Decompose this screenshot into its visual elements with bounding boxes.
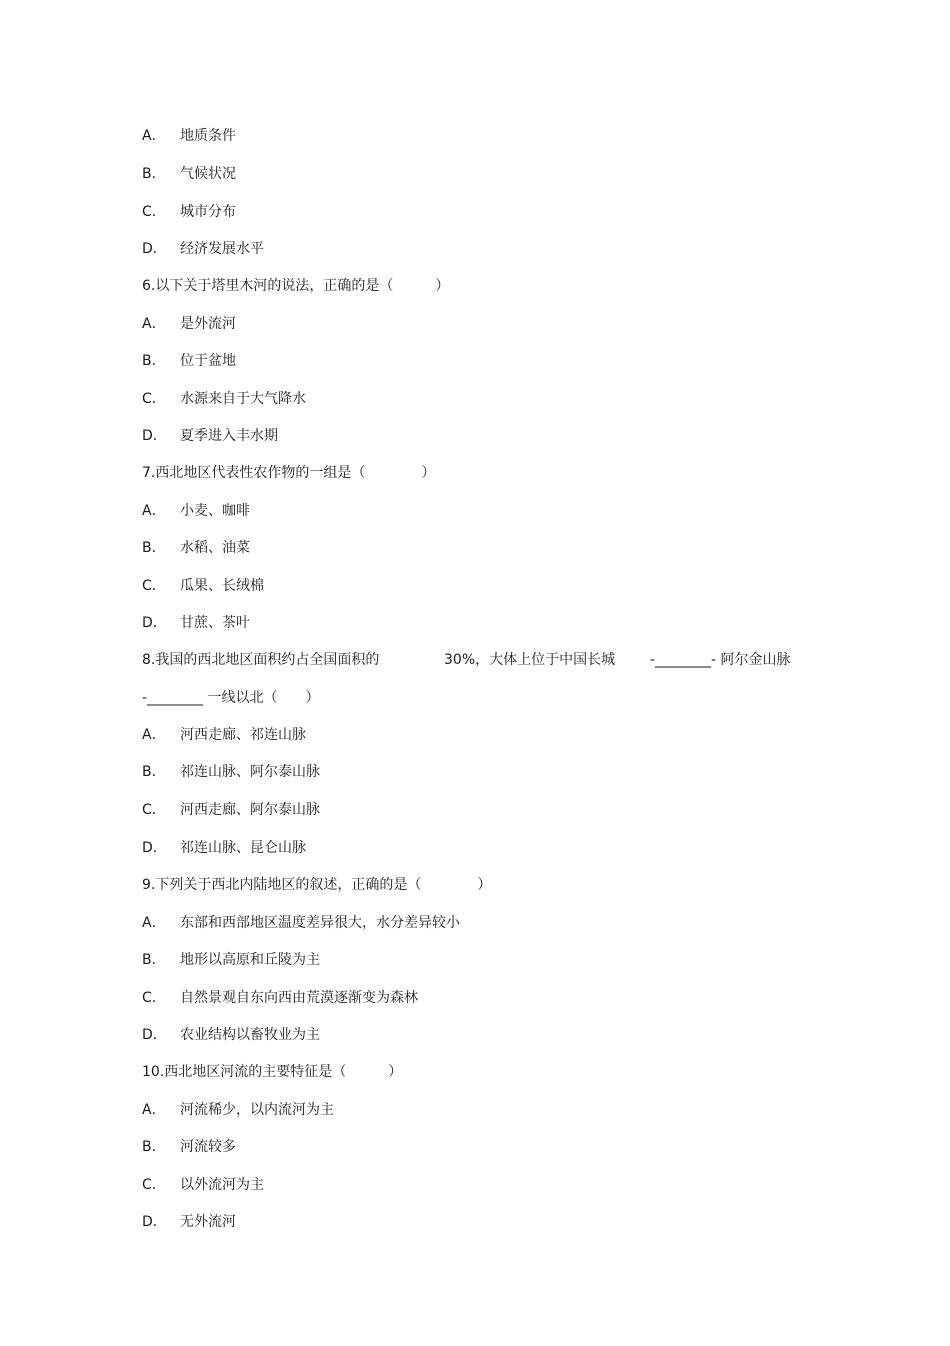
- q7-stem: 7.西北地区代表性农作物的一组是（ ）: [142, 465, 436, 481]
- option-letter: C．: [142, 802, 166, 818]
- option-text: 农业结构以畜牧业为主: [180, 1027, 320, 1043]
- q8-stem-line2: -________ 一线以北（ ）: [142, 690, 320, 706]
- option-letter: B．: [142, 1139, 166, 1155]
- option-text: 以外流河为主: [180, 1177, 264, 1193]
- option-letter: C．: [142, 1177, 166, 1193]
- option-letter: B．: [142, 764, 166, 780]
- option-letter: D．: [142, 428, 167, 444]
- option-letter: C．: [142, 990, 166, 1006]
- option-text: 祁连山脉、阿尔泰山脉: [180, 764, 320, 780]
- q8-stem-part1: 8.我国的西北地区面积约占全国面积的: [142, 652, 380, 668]
- option-letter: A．: [142, 727, 166, 743]
- q8-stem-part2: 30%，大体上位于中国长城: [444, 652, 616, 668]
- option-text: 甘蔗、茶叶: [180, 615, 250, 631]
- q10-stem: 10.西北地区河流的主要特征是（ ）: [142, 1064, 403, 1080]
- option-letter: A．: [142, 1102, 166, 1118]
- option-text: 气候状况: [180, 166, 236, 182]
- option-text: 河西走廊、阿尔泰山脉: [180, 802, 320, 818]
- option-text: 小麦、咖啡: [180, 503, 250, 519]
- option-text: 地质条件: [180, 128, 236, 144]
- option-text: 东部和西部地区温度差异很大，水分差异较小: [180, 915, 460, 931]
- option-text: 河流稀少，以内流河为主: [180, 1102, 334, 1118]
- option-letter: A．: [142, 316, 166, 332]
- option-letter: D．: [142, 1027, 167, 1043]
- option-letter: D．: [142, 241, 167, 257]
- option-text: 城市分布: [180, 204, 236, 220]
- option-letter: A．: [142, 128, 166, 144]
- option-letter: B．: [142, 353, 166, 369]
- option-letter: B．: [142, 952, 166, 968]
- option-text: 夏季进入丰水期: [180, 428, 278, 444]
- option-text: 水源来自于大气降水: [180, 391, 306, 407]
- option-text: 是外流河: [180, 316, 236, 332]
- option-letter: A．: [142, 915, 166, 931]
- q6-stem: 6.以下关于塔里木河的说法，正确的是（ ）: [142, 278, 450, 294]
- option-letter: B．: [142, 166, 166, 182]
- option-text: 无外流河: [180, 1214, 236, 1230]
- option-letter: C．: [142, 204, 166, 220]
- option-text: 水稻、油菜: [180, 540, 250, 556]
- option-letter: B．: [142, 540, 166, 556]
- option-text: 祁连山脉、昆仑山脉: [180, 840, 306, 856]
- option-text: 自然景观自东向西由荒漠逐渐变为森林: [180, 990, 418, 1006]
- option-letter: D．: [142, 840, 167, 856]
- option-letter: A．: [142, 503, 166, 519]
- q8-stem: [142, 650, 822, 670]
- option-letter: C．: [142, 391, 166, 407]
- option-text: 经济发展水平: [180, 241, 264, 257]
- option-letter: C．: [142, 578, 166, 594]
- option-text: 河西走廊、祁连山脉: [180, 727, 306, 743]
- option-letter: D．: [142, 615, 167, 631]
- option-letter: D．: [142, 1214, 167, 1230]
- option-text: 河流较多: [180, 1139, 236, 1155]
- option-text: 位于盆地: [180, 353, 236, 369]
- option-text: 地形以高原和丘陵为主: [180, 952, 320, 968]
- q8-stem-part3: -________- 阿尔金山脉: [650, 652, 791, 668]
- q9-stem: 9.下列关于西北内陆地区的叙述，正确的是（ ）: [142, 877, 492, 893]
- option-text: 瓜果、长绒棉: [180, 578, 264, 594]
